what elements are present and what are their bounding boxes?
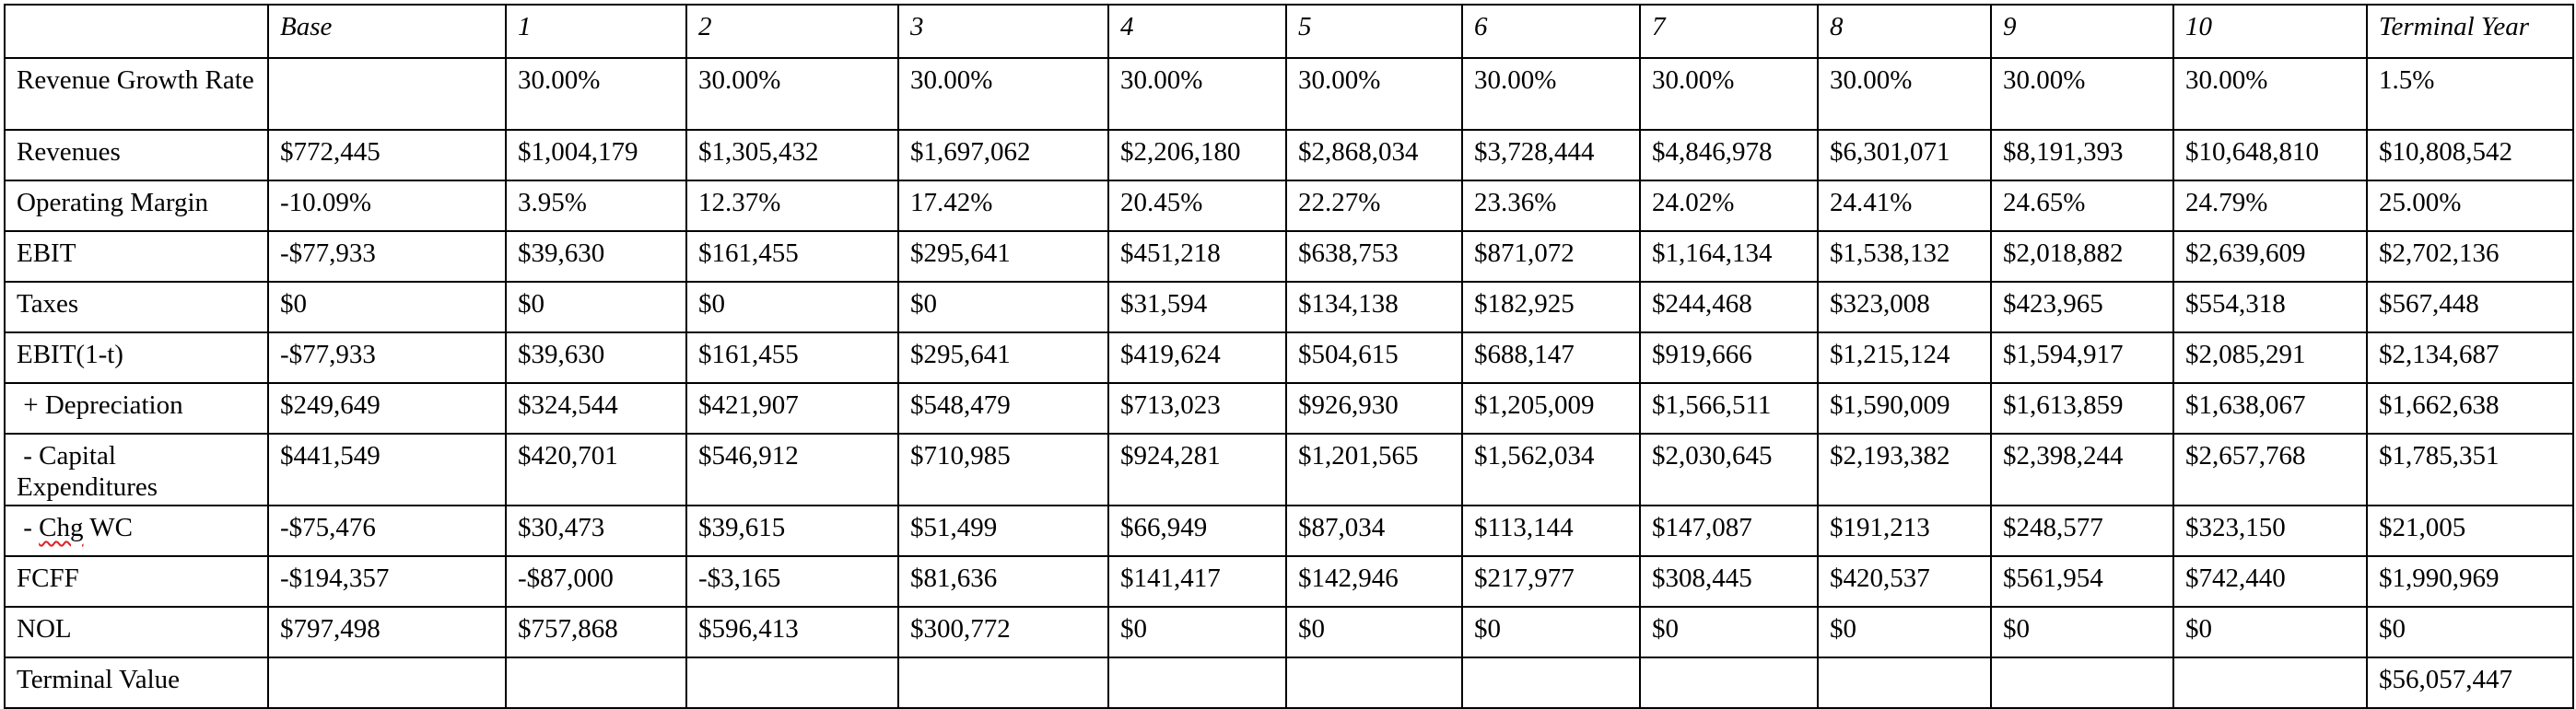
- header-cell-year-7: 7: [1640, 5, 1818, 58]
- value-cell: $2,018,882: [1991, 231, 2173, 282]
- value-cell: $21,005: [2367, 506, 2573, 556]
- value-cell: [268, 58, 506, 130]
- value-cell: $1,613,859: [1991, 383, 2173, 434]
- value-cell: $742,440: [2173, 556, 2367, 607]
- row-label-suffix: WC: [83, 513, 133, 542]
- value-cell: $31,594: [1108, 282, 1286, 332]
- value-cell: [1462, 657, 1640, 708]
- value-cell: $548,479: [898, 383, 1108, 434]
- value-cell: $0: [686, 282, 898, 332]
- value-cell: $797,498: [268, 607, 506, 657]
- value-cell: $66,949: [1108, 506, 1286, 556]
- header-cell-year-4: 4: [1108, 5, 1286, 58]
- value-cell: $0: [506, 282, 686, 332]
- value-cell: $39,615: [686, 506, 898, 556]
- value-cell: $308,445: [1640, 556, 1818, 607]
- value-cell: $182,925: [1462, 282, 1640, 332]
- value-cell: $504,615: [1286, 332, 1462, 383]
- value-cell: $1,697,062: [898, 130, 1108, 180]
- value-cell: [1286, 657, 1462, 708]
- value-cell: $1,215,124: [1818, 332, 1991, 383]
- value-cell: $0: [898, 282, 1108, 332]
- value-cell: $2,193,382: [1818, 434, 1991, 506]
- value-cell: [2173, 657, 2367, 708]
- row-label: + Depreciation: [5, 383, 268, 434]
- value-cell: 24.41%: [1818, 180, 1991, 231]
- value-cell: $567,448: [2367, 282, 2573, 332]
- value-cell: $1,164,134: [1640, 231, 1818, 282]
- spellcheck-flagged-word: Chg: [39, 513, 84, 542]
- value-cell: $2,206,180: [1108, 130, 1286, 180]
- value-cell: $142,946: [1286, 556, 1462, 607]
- value-cell: 30.00%: [506, 58, 686, 130]
- value-cell: $1,566,511: [1640, 383, 1818, 434]
- value-cell: $554,318: [2173, 282, 2367, 332]
- row-label-prefix: -: [17, 513, 40, 542]
- value-cell: $8,191,393: [1991, 130, 2173, 180]
- row-label: Revenue Growth Rate: [5, 58, 268, 130]
- value-cell: [506, 657, 686, 708]
- value-cell: $191,213: [1818, 506, 1991, 556]
- value-cell: $4,846,978: [1640, 130, 1818, 180]
- value-cell: $421,907: [686, 383, 898, 434]
- value-cell: $161,455: [686, 231, 898, 282]
- value-cell: [1991, 657, 2173, 708]
- value-cell: $2,085,291: [2173, 332, 2367, 383]
- value-cell: $2,398,244: [1991, 434, 2173, 506]
- row-label: EBIT: [5, 231, 268, 282]
- value-cell: 24.79%: [2173, 180, 2367, 231]
- value-cell: $0: [268, 282, 506, 332]
- value-cell: $10,808,542: [2367, 130, 2573, 180]
- value-cell: 30.00%: [1991, 58, 2173, 130]
- value-cell: $323,008: [1818, 282, 1991, 332]
- value-cell: $81,636: [898, 556, 1108, 607]
- header-cell-terminal-year: Terminal Year: [2367, 5, 2573, 58]
- value-cell: $546,912: [686, 434, 898, 506]
- value-cell: -$194,357: [268, 556, 506, 607]
- value-cell: $10,648,810: [2173, 130, 2367, 180]
- value-cell: $323,150: [2173, 506, 2367, 556]
- table-row: [5, 332, 2573, 383]
- value-cell: $2,702,136: [2367, 231, 2573, 282]
- value-cell: -$77,933: [268, 332, 506, 383]
- value-cell: $249,649: [268, 383, 506, 434]
- value-cell: $2,030,645: [1640, 434, 1818, 506]
- value-cell: [1818, 657, 1991, 708]
- value-cell: $423,965: [1991, 282, 2173, 332]
- table-row: [5, 383, 2573, 434]
- value-cell: $1,638,067: [2173, 383, 2367, 434]
- value-cell: 30.00%: [2173, 58, 2367, 130]
- value-cell: $2,657,768: [2173, 434, 2367, 506]
- row-label: - Capital Expenditures: [5, 434, 268, 506]
- value-cell: $295,641: [898, 332, 1108, 383]
- value-cell: $772,445: [268, 130, 506, 180]
- value-cell: $1,205,009: [1462, 383, 1640, 434]
- value-cell: $1,990,969: [2367, 556, 2573, 607]
- value-cell: $39,630: [506, 332, 686, 383]
- row-label: Operating Margin: [5, 180, 268, 231]
- value-cell: -$87,000: [506, 556, 686, 607]
- table-row: [5, 58, 2573, 130]
- value-cell: 30.00%: [1108, 58, 1286, 130]
- value-cell: $0: [1462, 607, 1640, 657]
- table-row: [5, 657, 2573, 708]
- row-label: NOL: [5, 607, 268, 657]
- table-row: [5, 282, 2573, 332]
- header-cell-base: Base: [268, 5, 506, 58]
- value-cell: $757,868: [506, 607, 686, 657]
- dcf-valuation-table: [4, 4, 2574, 709]
- row-label: Terminal Value: [5, 657, 268, 708]
- value-cell: $147,087: [1640, 506, 1818, 556]
- value-cell: 30.00%: [1640, 58, 1818, 130]
- value-cell: $1,785,351: [2367, 434, 2573, 506]
- header-cell-year-6: 6: [1462, 5, 1640, 58]
- row-label: [5, 506, 268, 556]
- value-cell: 24.02%: [1640, 180, 1818, 231]
- table-header-row: [5, 5, 2573, 58]
- value-cell: $87,034: [1286, 506, 1462, 556]
- table-row: [5, 607, 2573, 657]
- value-cell: $56,057,447: [2367, 657, 2573, 708]
- table-row: [5, 556, 2573, 607]
- value-cell: $596,413: [686, 607, 898, 657]
- value-cell: $324,544: [506, 383, 686, 434]
- value-cell: $688,147: [1462, 332, 1640, 383]
- value-cell: $561,954: [1991, 556, 2173, 607]
- value-cell: 17.42%: [898, 180, 1108, 231]
- value-cell: $0: [1818, 607, 1991, 657]
- value-cell: $0: [1108, 607, 1286, 657]
- table-row: [5, 506, 2573, 556]
- value-cell: $1,590,009: [1818, 383, 1991, 434]
- value-cell: $420,701: [506, 434, 686, 506]
- value-cell: [1640, 657, 1818, 708]
- table-row: [5, 130, 2573, 180]
- value-cell: $1,562,034: [1462, 434, 1640, 506]
- value-cell: $141,417: [1108, 556, 1286, 607]
- row-label: EBIT(1-t): [5, 332, 268, 383]
- value-cell: $710,985: [898, 434, 1108, 506]
- value-cell: $0: [2367, 607, 2573, 657]
- row-label: Taxes: [5, 282, 268, 332]
- value-cell: $419,624: [1108, 332, 1286, 383]
- value-cell: $6,301,071: [1818, 130, 1991, 180]
- value-cell: -$77,933: [268, 231, 506, 282]
- value-cell: $638,753: [1286, 231, 1462, 282]
- value-cell: $451,218: [1108, 231, 1286, 282]
- value-cell: $1,662,638: [2367, 383, 2573, 434]
- value-cell: $30,473: [506, 506, 686, 556]
- table-row: [5, 434, 2573, 506]
- value-cell: -$3,165: [686, 556, 898, 607]
- value-cell: $919,666: [1640, 332, 1818, 383]
- value-cell: $713,023: [1108, 383, 1286, 434]
- value-cell: $217,977: [1462, 556, 1640, 607]
- value-cell: $1,305,432: [686, 130, 898, 180]
- value-cell: $1,594,917: [1991, 332, 2173, 383]
- header-cell-year-2: 2: [686, 5, 898, 58]
- value-cell: $134,138: [1286, 282, 1462, 332]
- value-cell: $924,281: [1108, 434, 1286, 506]
- value-cell: [268, 657, 506, 708]
- value-cell: 1.5%: [2367, 58, 2573, 130]
- value-cell: $2,134,687: [2367, 332, 2573, 383]
- value-cell: [1108, 657, 1286, 708]
- value-cell: 30.00%: [898, 58, 1108, 130]
- value-cell: $248,577: [1991, 506, 2173, 556]
- value-cell: 22.27%: [1286, 180, 1462, 231]
- value-cell: 30.00%: [1286, 58, 1462, 130]
- value-cell: $39,630: [506, 231, 686, 282]
- header-cell-empty: [5, 5, 268, 58]
- value-cell: 30.00%: [1818, 58, 1991, 130]
- value-cell: 12.37%: [686, 180, 898, 231]
- header-cell-year-3: 3: [898, 5, 1108, 58]
- value-cell: $3,728,444: [1462, 130, 1640, 180]
- value-cell: $161,455: [686, 332, 898, 383]
- value-cell: 3.95%: [506, 180, 686, 231]
- value-cell: 30.00%: [1462, 58, 1640, 130]
- value-cell: $0: [2173, 607, 2367, 657]
- value-cell: $300,772: [898, 607, 1108, 657]
- value-cell: $244,468: [1640, 282, 1818, 332]
- value-cell: -10.09%: [268, 180, 506, 231]
- value-cell: 23.36%: [1462, 180, 1640, 231]
- header-cell-year-5: 5: [1286, 5, 1462, 58]
- row-label: Revenues: [5, 130, 268, 180]
- table-row: [5, 180, 2573, 231]
- value-cell: $871,072: [1462, 231, 1640, 282]
- value-cell: 25.00%: [2367, 180, 2573, 231]
- value-cell: $1,201,565: [1286, 434, 1462, 506]
- value-cell: $113,144: [1462, 506, 1640, 556]
- value-cell: $295,641: [898, 231, 1108, 282]
- value-cell: [686, 657, 898, 708]
- value-cell: $51,499: [898, 506, 1108, 556]
- value-cell: $926,930: [1286, 383, 1462, 434]
- header-cell-year-8: 8: [1818, 5, 1991, 58]
- row-label: FCFF: [5, 556, 268, 607]
- value-cell: -$75,476: [268, 506, 506, 556]
- value-cell: $0: [1286, 607, 1462, 657]
- value-cell: $1,538,132: [1818, 231, 1991, 282]
- header-cell-year-9: 9: [1991, 5, 2173, 58]
- value-cell: 30.00%: [686, 58, 898, 130]
- value-cell: 20.45%: [1108, 180, 1286, 231]
- value-cell: $2,639,609: [2173, 231, 2367, 282]
- value-cell: $2,868,034: [1286, 130, 1462, 180]
- header-cell-year-1: 1: [506, 5, 686, 58]
- value-cell: $420,537: [1818, 556, 1991, 607]
- value-cell: 24.65%: [1991, 180, 2173, 231]
- value-cell: $0: [1991, 607, 2173, 657]
- value-cell: $0: [1640, 607, 1818, 657]
- table-row: [5, 231, 2573, 282]
- header-cell-year-10: 10: [2173, 5, 2367, 58]
- value-cell: $1,004,179: [506, 130, 686, 180]
- value-cell: [898, 657, 1108, 708]
- value-cell: $441,549: [268, 434, 506, 506]
